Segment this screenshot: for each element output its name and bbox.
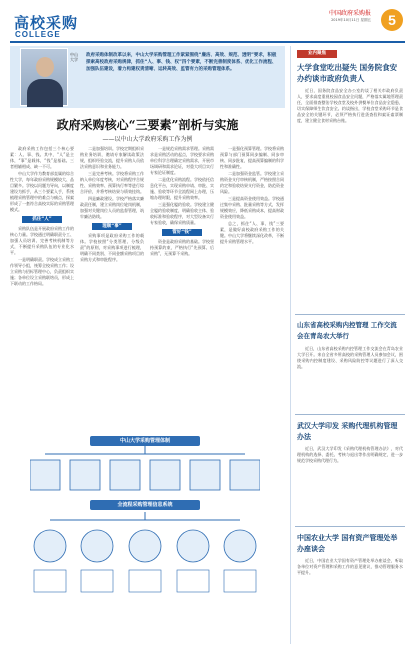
org-node	[230, 460, 260, 490]
body-paragraph: 一是明确职责。学校成立采购工作领导小组，统筹全校采购工作；设立采购与招标管理中心，负责组织实施；各单位设立采购联络员，形成上下联动的工作格局。	[10, 257, 74, 286]
banner-quote: 政府采购体制改革以来，中山大学采购管理工作紧紧围绕“廉洁、高效、规范、透明”要求，积极探索高校政府采购规律，抓住“人、事、钱、权”四个要素，不断完善制度体系、优化工作流程、加强队伍建设，着力构建权责清晰、运转高效、监管有力的采购管理体系。	[86, 53, 277, 72]
subhead-badge: 抓住“人”	[22, 216, 62, 223]
article-column-3	[150, 146, 214, 444]
body-paragraph: 采购队伍是开展政府采购工作的核心力量。学校通过明确职责分工、加强人员培训、完善考核机制等方式，不断提升采购队伍的专业化水平。	[10, 226, 74, 255]
system-chart-title: 全流程采购管理信息系统	[90, 500, 200, 510]
body-paragraph: 三是完善考核。学校将采购工作纳入单位年度考核，对采购程序合规性、采购效率、预算执行率等进行综合评价，并将考核结果与绩效挂钩。	[80, 171, 144, 194]
sidebar-rule	[295, 526, 405, 527]
system-subnode	[224, 570, 256, 592]
system-subnode	[81, 570, 113, 592]
body-paragraph: 三是提高资金使用效益。学校通过集中采购、批量采购等方式，发挥规模效应，降低采购成本，提高财政资金使用效益。	[220, 196, 284, 219]
system-node	[224, 530, 256, 562]
system-node	[177, 530, 209, 562]
sidebar-section-tag: 业内聚焦	[297, 50, 337, 58]
sidebar-rule	[295, 314, 405, 315]
org-node	[70, 460, 100, 490]
body-paragraph: 一是强化预算管理。学校将采购预算与部门预算同步编制、同步审核、同步批复，提高预算编制的科学性和准确性。	[220, 146, 284, 169]
sidebar-story-body: 近日，国务院食品安全办公室约谈了相关市政府负责人，要求高度重视校园食品安全问题，严格落实属地管理责任，全面排查整治学校食堂及校外供餐单位食品安全隐患，切实保障师生饮食安全。约谈指出，学校食堂采购环节是食品安全的关键环节，必须严格执行进货查验和索证索票制度，建立健全食材采购台账。	[297, 88, 403, 123]
article-banner	[10, 46, 285, 108]
sidebar-story-body: 近日，中国农业大学国有资产管理处举办座谈会，听取各单位对资产管理和采购工作的意见建议，推动管理服务水平提升。	[297, 558, 403, 575]
org-chart-diagram	[30, 446, 260, 496]
body-paragraph: 二是优化采购流程。学校依托信息化平台，实现采购申请、审批、实施、验收等环节全流程网上办理，压缩办理时限，提升采购效率。	[150, 177, 214, 200]
body-paragraph: 总之，抓住“人、事、钱”三要素，是做好高校政府采购工作的关键。中山大学将继续深化改革，不断提升采购管理水平。	[220, 221, 284, 244]
section-subtitle: COLLEGE	[15, 30, 61, 39]
article-column-1	[10, 146, 74, 444]
body-paragraph: 政府采购工作包括三个核心要素：人、事、钱。其中，“人”是主体，“事”是载体，“钱”是基础。三者相辅相成、缺一不可。	[10, 146, 74, 169]
article-subheadline: ——以中山大学政府采购工作为例	[102, 136, 193, 143]
system-subnode	[34, 570, 66, 592]
article-headline: 政府采购核心“三要素”剖析与实施	[56, 118, 239, 132]
org-node	[190, 460, 220, 490]
page-number-badge: 5	[381, 9, 403, 31]
system-subnode	[177, 570, 209, 592]
newspaper-name: 中国政府采购报	[328, 10, 371, 17]
sidebar-story-body: 近日，武汉大学印发《采购代理机构管理办法》，对代理机构的选择、委托、考核与退出等作出明确规定，进一步规范学校采购代理行为。	[297, 446, 403, 463]
org-chart-title: 中山大学采购管理体制	[90, 436, 200, 446]
article-columns	[10, 146, 285, 446]
sidebar-story-headline: 武汉大学印发 采购代理机构管理办法	[297, 421, 398, 441]
body-paragraph: 二是加强资金监管。学校建立采购资金支付审核机制，严格按照合同约定和验收结果支付资金，防范资金风险。	[220, 171, 284, 194]
body-paragraph: 一是规范采购需求管理。采购需求是采购活动的起点，学校要求采购单位科学合理确定采购需求，开展市场调研和需求论证，对重大项目实行专家论证制度。	[150, 146, 214, 175]
newspaper-meta: 2019年10月11日 星期五	[331, 18, 371, 22]
system-node	[129, 530, 161, 562]
article-column-4	[220, 146, 284, 444]
article-column-2	[80, 146, 144, 444]
body-paragraph: 采购事项是政府采购工作的载体。学校按照“分类管理、分级负责”的原则，对采购事项进行梳理，明确不同类别、不同金额采购项目的采购方式和审批程序。	[80, 233, 144, 262]
sidebar-story-headline: 大学食堂吃出疑失 国务院食安办约谈市政府负责人	[297, 63, 398, 83]
sidebar-story-headline: 山东省高校采购内控管理 工作交流会在青岛农大举行	[297, 321, 397, 340]
body-paragraph: 三是强化履约验收。学校建立健全履约验收制度，明确验收主体、验收标准和验收程序，对大型设备实行专家验收，确保采购质量。	[150, 202, 214, 225]
photo-head-shape	[36, 57, 54, 77]
sidebar-story-headline: 中国农业大学 国有资产管理处举办座谈会	[297, 533, 398, 553]
sidebar-story-body: 近日，山东省高校采购内控管理工作交流会在青岛农业大学召开。来自全省多所高校的采购管理人员参加会议，围绕采购内控制度建设、采购风险防控等议题进行了深入交流。	[297, 346, 403, 369]
sidebar-rule	[295, 414, 405, 415]
system-subnode	[129, 570, 161, 592]
system-node	[34, 530, 66, 562]
system-node	[81, 530, 113, 562]
section-title: 高校采购	[14, 14, 79, 32]
body-paragraph: 资金是政府采购的基础。学校坚持预算约束，严格执行“先预算、后采购”，无预算不采购。	[150, 239, 214, 256]
system-chart-diagram	[30, 512, 260, 598]
body-paragraph: 中山大学作为教育部直属的综合性大学，每年政府采购规模较大、品目繁多。学校以问题为导向，以制度建设为抓手，从三个要素入手，系统梳理采购管理中的难点与痛点，探索形成了一套符合高校实际的采购管理模式。	[10, 171, 74, 212]
header-rule	[10, 41, 405, 43]
body-paragraph: 二是加强培训。学校定期组织采购业务培训，邀请专家解读政策法规，组织经验交流，提升采购人员依法采购意识和业务能力。	[80, 146, 144, 169]
subhead-badge: 理顺“事”	[92, 223, 132, 230]
org-node	[150, 460, 180, 490]
org-node	[30, 460, 60, 490]
photo-body-shape	[27, 79, 63, 107]
news-sidebar	[290, 46, 408, 644]
org-node	[110, 460, 140, 490]
subhead-badge: 管好“钱”	[162, 229, 202, 236]
author-photo	[20, 48, 68, 106]
page-header	[0, 0, 415, 44]
body-paragraph: 四是廉政建设。学校严格落实廉政责任制，建立采购岗位轮岗机制，加强对关键岗位人员的监督管理，筑牢廉洁防线。	[80, 196, 144, 219]
photo-caption: 中山大学	[70, 52, 78, 62]
